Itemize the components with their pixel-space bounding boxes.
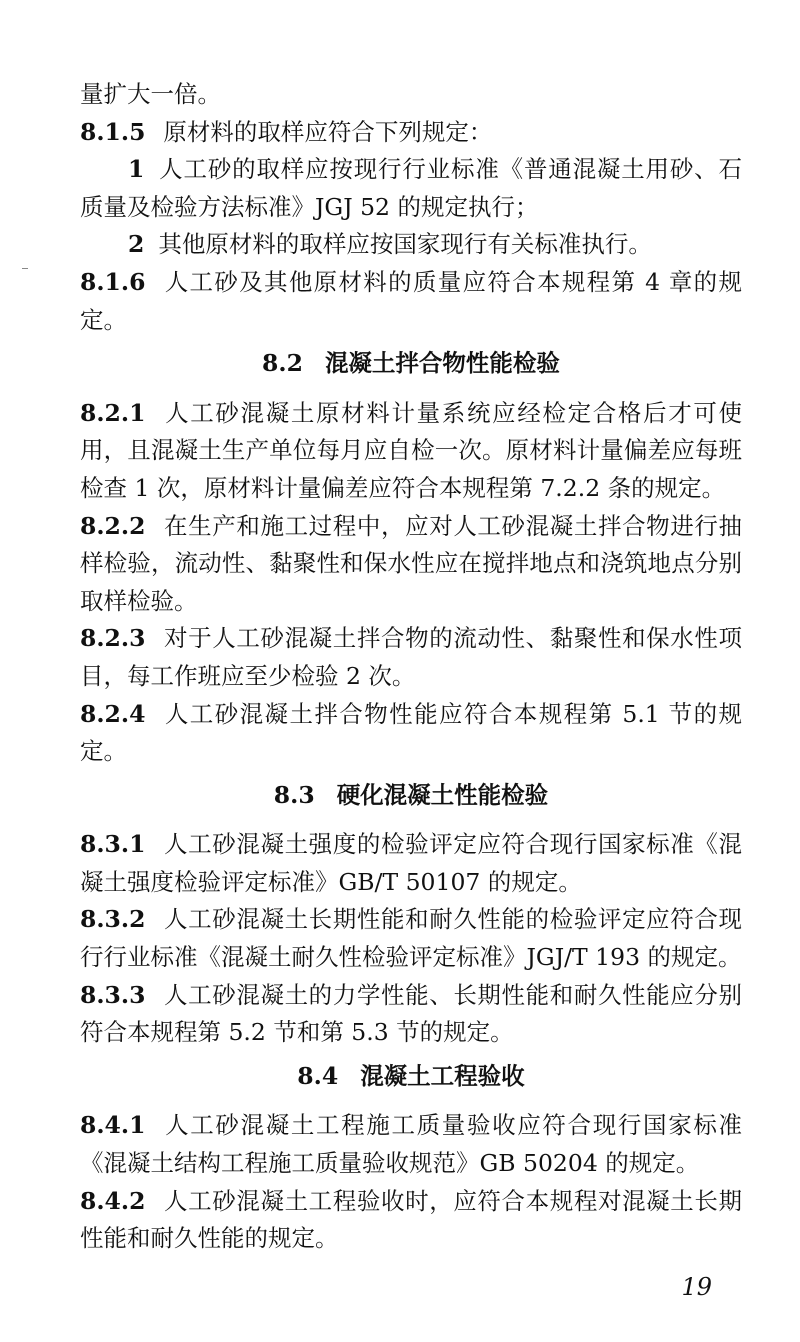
item-number: 1 [128,155,145,184]
clause [80,1183,742,1258]
list-item [80,226,742,264]
clause-number: 8.2.2 [80,511,146,540]
clause-text: 人工砂及其他原材料的质量应符合本规程第 4 章的规定。 [80,267,742,334]
clause [80,1107,742,1182]
item-text: 人工砂的取样应按现行行业标准《普通混凝土用砂、石质量及检验方法标准》JGJ 52 的规定执行； [80,155,742,221]
scan-mark [22,268,28,269]
clause-number: 8.3.2 [80,905,146,934]
clause-number: 8.4.1 [80,1111,146,1140]
clause-number: 8.3.3 [80,980,146,1009]
clause-text: 人工砂混凝土原材料计量系统应经检定合格后才可使用，且混凝土生产单位每月应自检一次。原材料计量偏差应每班检查 1 次，原材料计量偏差应符合本规程第 7.2.2 条的规定。 [80,398,742,502]
item-text: 其他原材料的取样应按国家现行有关标准执行。 [158,230,652,259]
clause-number: 8.2.4 [80,699,146,728]
paragraph-continuation: 量扩大一倍。 [80,80,221,108]
clause-number: 8.4.2 [80,1186,146,1215]
section-heading [80,1058,742,1096]
clause [80,620,742,695]
section-number: 8.2 [262,349,303,378]
clause-number: 8.1.5 [80,117,146,146]
section-heading [80,777,742,815]
section-heading [80,345,742,383]
section-title: 硬化混凝土性能检验 [336,780,549,809]
section-number: 8.4 [297,1061,339,1090]
clause-number: 8.2.3 [80,624,146,653]
clause [80,696,742,771]
clause-text: 人工砂混凝土工程验收时，应符合本规程对混凝土长期性能和耐久性能的规定。 [80,1186,742,1253]
clause-text: 在生产和施工过程中，应对人工砂混凝土拌合物进行抽样检验，流动性、黏聚性和保水性应在搅拌地点和浇筑地点分别取样检验。 [80,511,742,615]
clause-text: 人工砂混凝土拌合物性能应符合本规程第 5.1 节的规定。 [80,699,742,766]
section-title: 混凝土拌合物性能检验 [324,349,560,378]
item-number: 2 [128,230,145,259]
list-item [80,151,742,226]
clause-number: 8.2.1 [80,398,146,427]
clause [80,264,742,339]
clauses [80,114,742,1258]
clause-text: 人工砂混凝土强度的检验评定应符合现行国家标准《混凝土强度检验评定标准》GB/T 50107 的规定。 [80,830,742,896]
clause [80,395,742,508]
clause [80,977,742,1052]
section-title: 混凝土工程验收 [360,1061,525,1090]
clause [80,508,742,621]
document-body [80,0,742,1342]
clause-number: 8.3.1 [80,830,146,859]
clause [80,826,742,901]
clause [80,901,742,976]
clause-text: 人工砂混凝土的力学性能、长期性能和耐久性能应分别符合本规程第 5.2 节和第 5.3 节的规定。 [80,980,742,1047]
section-number: 8.3 [273,780,315,809]
clause [80,114,742,152]
page-number: 19 [681,1272,712,1301]
clause-number: 8.1.6 [80,267,146,296]
clause-text: 人工砂混凝土长期性能和耐久性能的检验评定应符合现行行业标准《混凝土耐久性检验评定标准》JGJ/T 193 的规定。 [80,905,742,972]
clause-text: 对于人工砂混凝土拌合物的流动性、黏聚性和保水性项目，每工作班应至少检验 2 次。 [80,624,742,690]
clause-text: 人工砂混凝土工程施工质量验收应符合现行国家标准《混凝土结构工程施工质量验收规范》GB 50204 的规定。 [80,1111,742,1178]
clause-text: 原材料的取样应符合下列规定： [163,117,493,146]
